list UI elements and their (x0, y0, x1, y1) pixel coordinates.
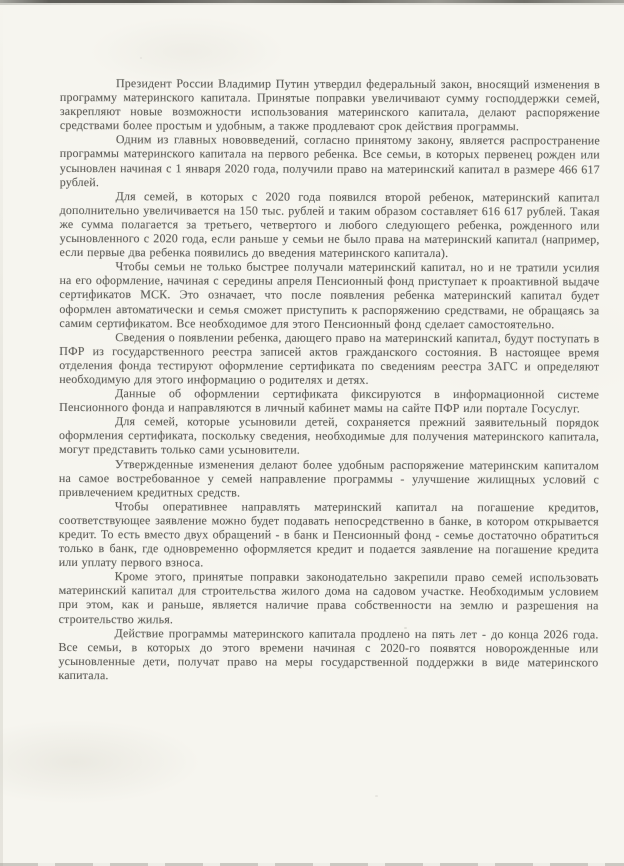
scan-edge-top (0, 0, 624, 3)
paragraph: Для семей, которые усыновили детей, сохраняется прежний заявительный порядок оформления сертификата, поскольку сведения, необходимые для получения материнского капитала, могут представить только сами усыновители. (59, 414, 600, 458)
scan-edge-left (0, 0, 3, 866)
paragraph: Сведения о появлении ребенка, дающего право на материнский капитал, будут поступать в ПФР из государственного реестра записей актов гражданского состояния. В настоящее время отделения фонда тестируют оформление сертификата по сведениям реестра ЗАГС и определяют необходимую для этого информацию о родителях и детях. (59, 329, 600, 387)
document-body (58, 76, 600, 683)
scan-speck (375, 795, 378, 797)
paragraph: Для семей, в которых с 2020 года появился второй ребенок, материнский капитал дополнительно увеличивается на 150 тыс. рублей и таким образом составляет 616 617 рублей. Такая же сумма полагается за третьего, четвертого и любого следующего ребенка, рожденного или усыновленного с 2020 года, если раньше у семьи не было права на материнский капитал (например, если первые два ребенка появились до введения материнского капитала). (59, 188, 600, 261)
scan-speck (140, 57, 142, 59)
paragraph: Действие программы материнского капитала продлено на пять лет - до конца 2026 года. Все семьи, в которых до этого времени начиная с 2020-го появятся новорожденные или усыновленные дети, получат право на меры государственной поддержки в виде материнского капитала. (58, 625, 599, 683)
paragraph: Президент России Владимир Путин утвердил федеральный закон, вносящий изменения в программу материнского капитала. Принятые поправки увеличивают сумму господдержки семей, закрепляют новые возможности использования материнского капитала, делают распоряжение средствами более простым и удобным, а также продлевают срок действия программы. (59, 76, 600, 134)
paragraph: Чтобы семьи не только быстрее получали материнский капитал, но и не тратили усилия на его оформление, начиная с середины апреля Пенсионный фонд приступает к проактивной выдаче сертификатов МСК. Это означает, что после появления ребенка материнский капитал будет оформлен автоматически и семья сможет приступить к распоряжению средствами, не обращаясь за самим сертификатом. Все необходимое для этого Пенсионный фонд сделает самостоятельно. (59, 259, 600, 331)
paragraph: Чтобы оперативнее направлять материнский капитал на погашение кредитов, соответствующее заявление можно будет подавать непосредственно в банке, в котором открывается кредит. То есть вместо двух обращений - в банк и Пенсионный фонд - семье достаточно обратиться только в банк, где одновременно оформляется кредит и подается заявление на погашение кредита или уплату первого взноса. (58, 498, 599, 570)
paragraph: Кроме этого, принятые поправки законодательно закрепили право семей использовать материнский капитал для строительства жилого дома на садовом участке. Необходимым условием при этом, как и раньше, является наличие права собственности на землю и разрешения на строительство жилья. (58, 569, 599, 626)
paragraph: Одним из главных нововведений, согласно принятому закону, является распространение программы материнского капитала на первого ребенка. Все семьи, в которых первенец рожден или усыновлен начиная с 1 января 2020 года, получили право на материнский капитал в размере 466 617 рублей. (59, 132, 600, 189)
paragraph: Утвержденные изменения делают более удобным распоряжение материнским капиталом на самое востребованное у семей направление программы - улучшение жилищных условий с привлечением кредитных средств. (58, 456, 600, 500)
paragraph: Данные об оформлении сертификата фиксируются в информационной системе Пенсионного фонда и направляются в личный кабинет мамы на сайте ПФР или портале Госуслуг. (59, 386, 600, 416)
